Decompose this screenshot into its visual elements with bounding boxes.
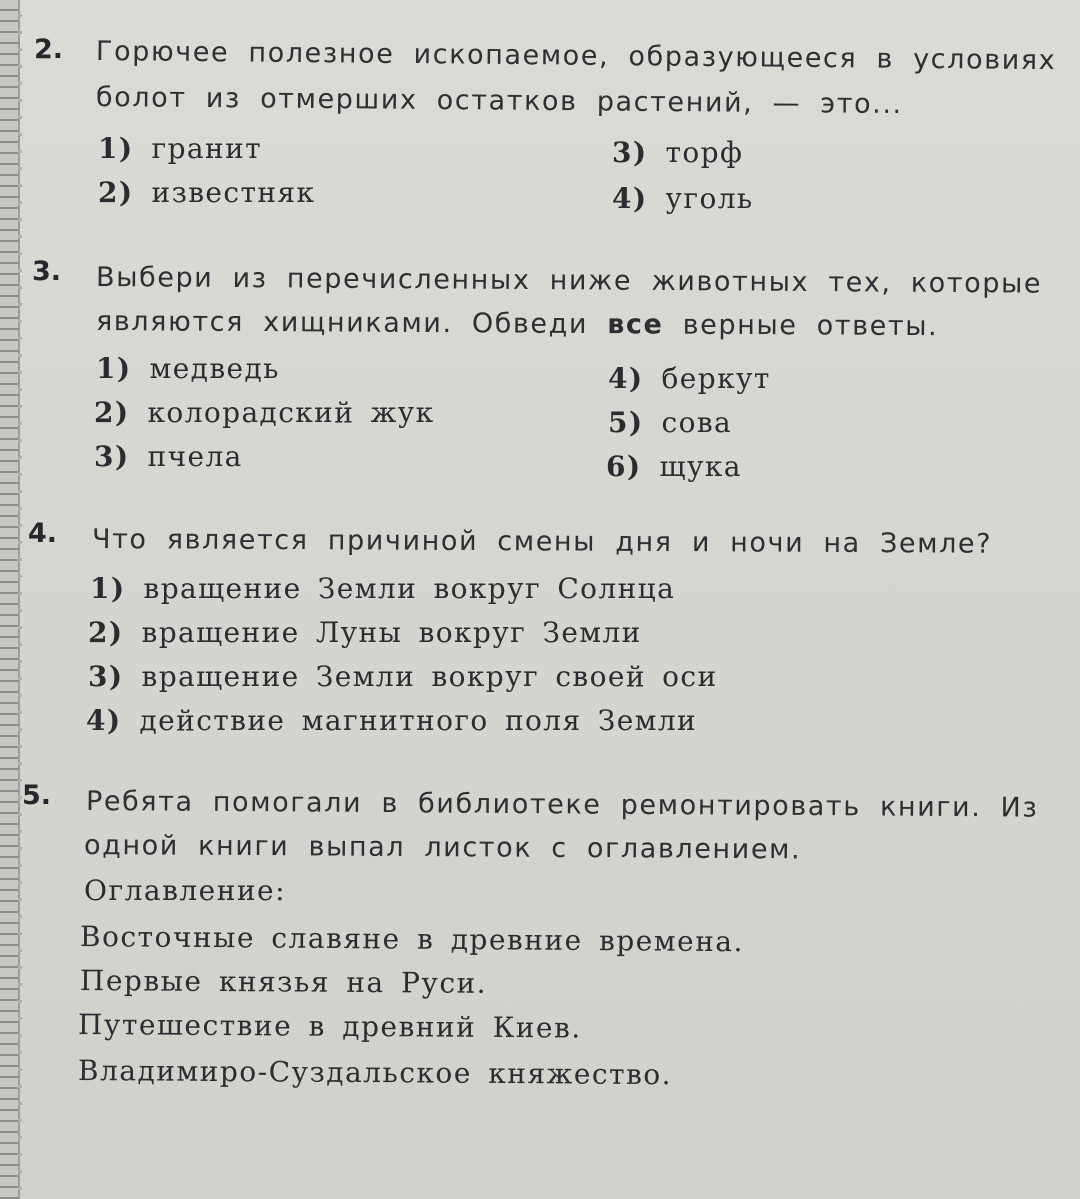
question-3-number: 3. — [32, 256, 62, 287]
question-2-number: 2. — [34, 34, 64, 65]
option-text: вращение Земли вокруг своей оси — [141, 660, 718, 693]
option-number: 4) — [86, 704, 122, 737]
option-number: 4) — [612, 182, 648, 215]
option-text: медведь — [149, 352, 280, 385]
question-5-stem-line-2: одной книги выпал листок с оглавлением. — [83, 830, 802, 866]
option-number: 2) — [88, 616, 124, 649]
option-number: 2) — [94, 396, 130, 429]
question-2-option — [612, 136, 743, 169]
binding-edge — [18, 0, 22, 1199]
question-4-option — [88, 660, 718, 693]
stem-text: верные ответы. — [663, 309, 939, 343]
question-3-option — [608, 362, 771, 395]
table-of-contents-item: Путешествие в древний Киев. — [77, 1008, 582, 1045]
option-text: торф — [665, 136, 744, 169]
question-3-option — [94, 396, 435, 429]
option-text: действие магнитного поля Земли — [139, 704, 698, 737]
question-4-number: 4. — [28, 518, 58, 549]
option-number: 5) — [608, 406, 644, 439]
question-2-stem-line-2: болот из отмерших остатков растений, — это... — [95, 82, 903, 121]
question-2-option — [98, 176, 315, 209]
option-number: 4) — [608, 362, 644, 395]
option-text: известняк — [151, 176, 316, 209]
question-2-stem-line-1: Горючее полезное ископаемое, образующееся в условиях — [95, 36, 1057, 77]
option-number: 3) — [612, 136, 648, 169]
option-text: щука — [659, 450, 742, 483]
question-3-option — [608, 406, 732, 439]
question-4-option — [90, 572, 675, 605]
table-of-contents-item: Первые князья на Руси. — [79, 964, 488, 1000]
option-text: вращение Земли вокруг Солнца — [143, 572, 676, 605]
option-number: 1) — [90, 572, 126, 605]
option-text: сова — [661, 406, 733, 439]
option-text: беркут — [661, 362, 771, 395]
question-3-option — [96, 352, 280, 385]
option-text: уголь — [665, 182, 754, 215]
question-2-option — [612, 182, 754, 215]
stem-emphasis: все — [607, 309, 664, 341]
question-5-number: 5. — [22, 780, 52, 811]
question-3-stem-line-2 — [96, 306, 938, 342]
option-number: 3) — [94, 440, 130, 473]
question-5-stem-line-1: Ребята помогали в библиотеке ремонтировать книги. Из — [85, 786, 1039, 824]
spiral-binding — [0, 0, 20, 1199]
option-number: 3) — [88, 660, 124, 693]
question-4-stem: Что является причиной смены дня и ночи на Земле? — [91, 524, 993, 560]
table-of-contents-title: Оглавление: — [84, 874, 287, 907]
option-text: вращение Луны вокруг Земли — [141, 616, 642, 649]
question-4-option — [86, 704, 697, 737]
option-text: колорадский жук — [147, 396, 435, 429]
question-4-option — [88, 616, 642, 649]
question-3-stem-line-1: Выбери из перечисленных ниже животных тех, которые — [95, 262, 1043, 300]
question-3-option — [606, 450, 742, 483]
option-number: 1) — [96, 352, 132, 385]
option-text: гранит — [151, 132, 263, 165]
option-number: 1) — [98, 132, 134, 165]
option-text: пчела — [147, 440, 243, 473]
table-of-contents-item: Владимиро-Суздальское княжество. — [77, 1054, 673, 1092]
option-number: 6) — [606, 450, 642, 483]
question-2-option — [98, 132, 262, 165]
question-3-option — [94, 440, 243, 473]
table-of-contents-item: Восточные славяне в древние времена. — [79, 920, 745, 959]
option-number: 2) — [98, 176, 134, 209]
stem-text: являются хищниками. Обведи — [95, 306, 608, 341]
